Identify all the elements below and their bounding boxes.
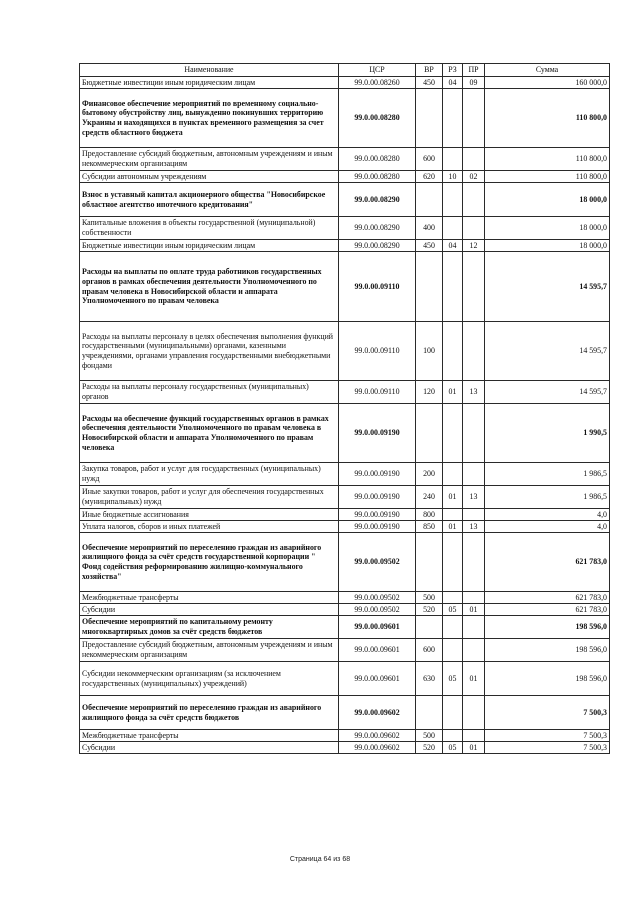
cell-csr: 99.0.00.08280: [339, 89, 416, 148]
cell-vr: [416, 252, 443, 322]
table-row: [80, 509, 610, 521]
cell-name: Закупка товаров, работ и услуг для государственных (муниципальных) нужд: [80, 463, 339, 486]
cell-vr: 100: [416, 322, 443, 381]
cell-csr: 99.0.00.08260: [339, 77, 416, 89]
page-footer: Страница 64 из 68: [289, 856, 351, 863]
cell-name: Бюджетные инвестиции иным юридическим лицам: [80, 77, 339, 89]
cell-csr: 99.0.00.09110: [339, 252, 416, 322]
cell-sum: 14 595,7: [485, 322, 610, 381]
cell-rz: [443, 533, 463, 592]
table-header-row: [80, 64, 610, 77]
cell-sum: 18 000,0: [485, 183, 610, 217]
column-header-name: Наименование: [80, 64, 339, 77]
cell-vr: [416, 404, 443, 463]
cell-name: Обеспечение мероприятий по переселению граждан из аварийного жилищного фонда за счёт средств бюджетов: [80, 696, 339, 730]
cell-vr: 450: [416, 77, 443, 89]
table-body: [80, 77, 610, 754]
cell-vr: 240: [416, 486, 443, 509]
cell-rz: [443, 217, 463, 240]
cell-csr: 99.0.00.09601: [339, 616, 416, 639]
cell-vr: 600: [416, 639, 443, 662]
cell-rz: 04: [443, 77, 463, 89]
cell-rz: [443, 639, 463, 662]
cell-csr: 99.0.00.09190: [339, 521, 416, 533]
cell-sum: 160 000,0: [485, 77, 610, 89]
table-row: [80, 148, 610, 171]
cell-rz: 04: [443, 240, 463, 252]
cell-vr: 850: [416, 521, 443, 533]
cell-csr: 99.0.00.09190: [339, 404, 416, 463]
table-row: [80, 486, 610, 509]
cell-csr: 99.0.00.08290: [339, 240, 416, 252]
cell-name: Капитальные вложения в объекты государственной (муниципальной) собственности: [80, 217, 339, 240]
cell-vr: 500: [416, 592, 443, 604]
table-row: [80, 662, 610, 696]
cell-rz: 01: [443, 486, 463, 509]
cell-name: Межбюджетные трансферты: [80, 730, 339, 742]
table-row: [80, 616, 610, 639]
cell-name: Субсидии: [80, 742, 339, 754]
cell-csr: 99.0.00.09190: [339, 509, 416, 521]
cell-rz: 05: [443, 662, 463, 696]
cell-rz: [443, 252, 463, 322]
cell-vr: 520: [416, 742, 443, 754]
cell-sum: 110 800,0: [485, 89, 610, 148]
cell-pr: 09: [463, 77, 485, 89]
cell-sum: 110 800,0: [485, 171, 610, 183]
cell-name: Предоставление субсидий бюджетным, автономным учреждениям и иным некоммерческим организациям: [80, 148, 339, 171]
cell-rz: 05: [443, 742, 463, 754]
cell-rz: [443, 148, 463, 171]
cell-vr: 120: [416, 381, 443, 404]
cell-sum: 198 596,0: [485, 662, 610, 696]
cell-pr: 13: [463, 486, 485, 509]
cell-pr: 13: [463, 521, 485, 533]
cell-pr: 01: [463, 742, 485, 754]
table-row: [80, 171, 610, 183]
cell-vr: [416, 533, 443, 592]
table-row: [80, 463, 610, 486]
cell-sum: 4,0: [485, 521, 610, 533]
cell-sum: 7 500,3: [485, 730, 610, 742]
cell-vr: 200: [416, 463, 443, 486]
cell-csr: 99.0.00.09602: [339, 742, 416, 754]
cell-pr: 01: [463, 662, 485, 696]
cell-name: Субсидии автономным учреждениям: [80, 171, 339, 183]
cell-csr: 99.0.00.09190: [339, 463, 416, 486]
cell-sum: 198 596,0: [485, 639, 610, 662]
cell-csr: 99.0.00.09110: [339, 381, 416, 404]
cell-name: Субсидии: [80, 604, 339, 616]
cell-rz: 05: [443, 604, 463, 616]
cell-vr: 600: [416, 148, 443, 171]
cell-pr: 13: [463, 381, 485, 404]
table-row: [80, 404, 610, 463]
cell-name: Предоставление субсидий бюджетным, автономным учреждениям и иным некоммерческим организациям: [80, 639, 339, 662]
table-row: [80, 240, 610, 252]
cell-vr: 520: [416, 604, 443, 616]
cell-name: Расходы на выплаты персоналу государственных (муниципальных) органов: [80, 381, 339, 404]
cell-name: Взнос в уставный капитал акционерного общества "Новосибирское областное агентство ипотечного кредитования": [80, 183, 339, 217]
cell-csr: 99.0.00.09601: [339, 639, 416, 662]
cell-pr: [463, 89, 485, 148]
cell-rz: [443, 89, 463, 148]
cell-csr: 99.0.00.09602: [339, 730, 416, 742]
cell-csr: 99.0.00.08290: [339, 183, 416, 217]
cell-pr: [463, 252, 485, 322]
table-row: [80, 322, 610, 381]
cell-vr: 500: [416, 730, 443, 742]
cell-csr: 99.0.00.09502: [339, 592, 416, 604]
cell-rz: [443, 592, 463, 604]
table-row: [80, 604, 610, 616]
table-row: [80, 217, 610, 240]
cell-name: Субсидии некоммерческим организациям (за исключением государственных (муниципальных) учреждений): [80, 662, 339, 696]
table-row: [80, 89, 610, 148]
cell-csr: 99.0.00.08280: [339, 148, 416, 171]
cell-pr: [463, 616, 485, 639]
cell-rz: [443, 730, 463, 742]
cell-pr: [463, 639, 485, 662]
cell-name: Уплата налогов, сборов и иных платежей: [80, 521, 339, 533]
cell-rz: [443, 463, 463, 486]
cell-vr: 800: [416, 509, 443, 521]
cell-vr: 450: [416, 240, 443, 252]
cell-sum: 14 595,7: [485, 252, 610, 322]
cell-rz: 10: [443, 171, 463, 183]
cell-name: Бюджетные инвестиции иным юридическим лицам: [80, 240, 339, 252]
table-row: [80, 742, 610, 754]
cell-name: Межбюджетные трансферты: [80, 592, 339, 604]
table-row: [80, 533, 610, 592]
cell-rz: [443, 616, 463, 639]
table-row: [80, 639, 610, 662]
cell-sum: 1 990,5: [485, 404, 610, 463]
table-row: [80, 592, 610, 604]
cell-sum: 7 500,3: [485, 742, 610, 754]
cell-vr: [416, 89, 443, 148]
cell-pr: 02: [463, 171, 485, 183]
cell-rz: [443, 404, 463, 463]
cell-csr: 99.0.00.09502: [339, 533, 416, 592]
cell-name: Расходы на обеспечение функций государственных органов в рамках обеспечения деятельности Уполномоченного по правам человека в Новосибирской области и аппарата Уполномоченного по правам человека: [80, 404, 339, 463]
cell-vr: 630: [416, 662, 443, 696]
cell-vr: 620: [416, 171, 443, 183]
table-row: [80, 521, 610, 533]
cell-rz: [443, 183, 463, 217]
cell-sum: 621 783,0: [485, 592, 610, 604]
cell-vr: 400: [416, 217, 443, 240]
cell-csr: 99.0.00.09502: [339, 604, 416, 616]
cell-sum: 621 783,0: [485, 604, 610, 616]
cell-csr: 99.0.00.08290: [339, 217, 416, 240]
table-row: [80, 183, 610, 217]
cell-name: Иные закупки товаров, работ и услуг для обеспечения государственных (муниципальных) нужд: [80, 486, 339, 509]
cell-rz: [443, 696, 463, 730]
cell-name: Обеспечение мероприятий по капитальному ремонту многоквартирных домов за счёт средств бюджетов: [80, 616, 339, 639]
cell-pr: [463, 696, 485, 730]
cell-rz: 01: [443, 381, 463, 404]
cell-csr: 99.0.00.09602: [339, 696, 416, 730]
table-row: [80, 730, 610, 742]
cell-pr: [463, 592, 485, 604]
cell-sum: 198 596,0: [485, 616, 610, 639]
cell-csr: 99.0.00.09110: [339, 322, 416, 381]
cell-name: Расходы на выплаты по оплате труда работников государственных органов в рамках обеспечения деятельности Уполномоченного по правам человека в Новосибирской области и аппарата Уполномоченного по правам человека: [80, 252, 339, 322]
column-header-sum: Сумма: [485, 64, 610, 77]
cell-pr: [463, 322, 485, 381]
cell-name: Финансовое обеспечение мероприятий по временному социально-бытовому обустройству лиц, вынужденно покинувших территорию Украины и находящихся в пунктах временного размещения за счет средств областного бюджета: [80, 89, 339, 148]
cell-rz: 01: [443, 521, 463, 533]
cell-pr: 12: [463, 240, 485, 252]
table-row: [80, 696, 610, 730]
table-row: [80, 77, 610, 89]
table-row: [80, 252, 610, 322]
cell-sum: 7 500,3: [485, 696, 610, 730]
cell-pr: [463, 183, 485, 217]
column-header-pr: ПР: [463, 64, 485, 77]
cell-sum: 18 000,0: [485, 240, 610, 252]
cell-name: Иные бюджетные ассигнования: [80, 509, 339, 521]
cell-pr: 01: [463, 604, 485, 616]
cell-pr: [463, 404, 485, 463]
cell-sum: 1 986,5: [485, 463, 610, 486]
budget-table: [79, 63, 610, 754]
cell-pr: [463, 533, 485, 592]
cell-name: Обеспечение мероприятий по переселению граждан из аварийного жилищного фонда за счёт средств государственной корпорации " Фонд содействия реформированию жилищно-коммунального хозяйства": [80, 533, 339, 592]
cell-vr: [416, 616, 443, 639]
cell-pr: [463, 217, 485, 240]
cell-csr: 99.0.00.09190: [339, 486, 416, 509]
cell-pr: [463, 463, 485, 486]
cell-pr: [463, 730, 485, 742]
cell-rz: [443, 322, 463, 381]
cell-pr: [463, 148, 485, 171]
cell-vr: [416, 183, 443, 217]
cell-sum: 110 800,0: [485, 148, 610, 171]
cell-csr: 99.0.00.09601: [339, 662, 416, 696]
cell-sum: 4,0: [485, 509, 610, 521]
column-header-rz: РЗ: [443, 64, 463, 77]
cell-vr: [416, 696, 443, 730]
table-row: [80, 381, 610, 404]
column-header-csr: ЦСР: [339, 64, 416, 77]
cell-sum: 1 986,5: [485, 486, 610, 509]
cell-csr: 99.0.00.08280: [339, 171, 416, 183]
cell-sum: 14 595,7: [485, 381, 610, 404]
cell-pr: [463, 509, 485, 521]
cell-rz: [443, 509, 463, 521]
cell-sum: 621 783,0: [485, 533, 610, 592]
column-header-vr: ВР: [416, 64, 443, 77]
cell-name: Расходы на выплаты персоналу в целях обеспечения выполнения функций государственными (муниципальными) органами, казенными учреждениями, органами управления государственными внебюджетными фондами: [80, 322, 339, 381]
cell-sum: 18 000,0: [485, 217, 610, 240]
